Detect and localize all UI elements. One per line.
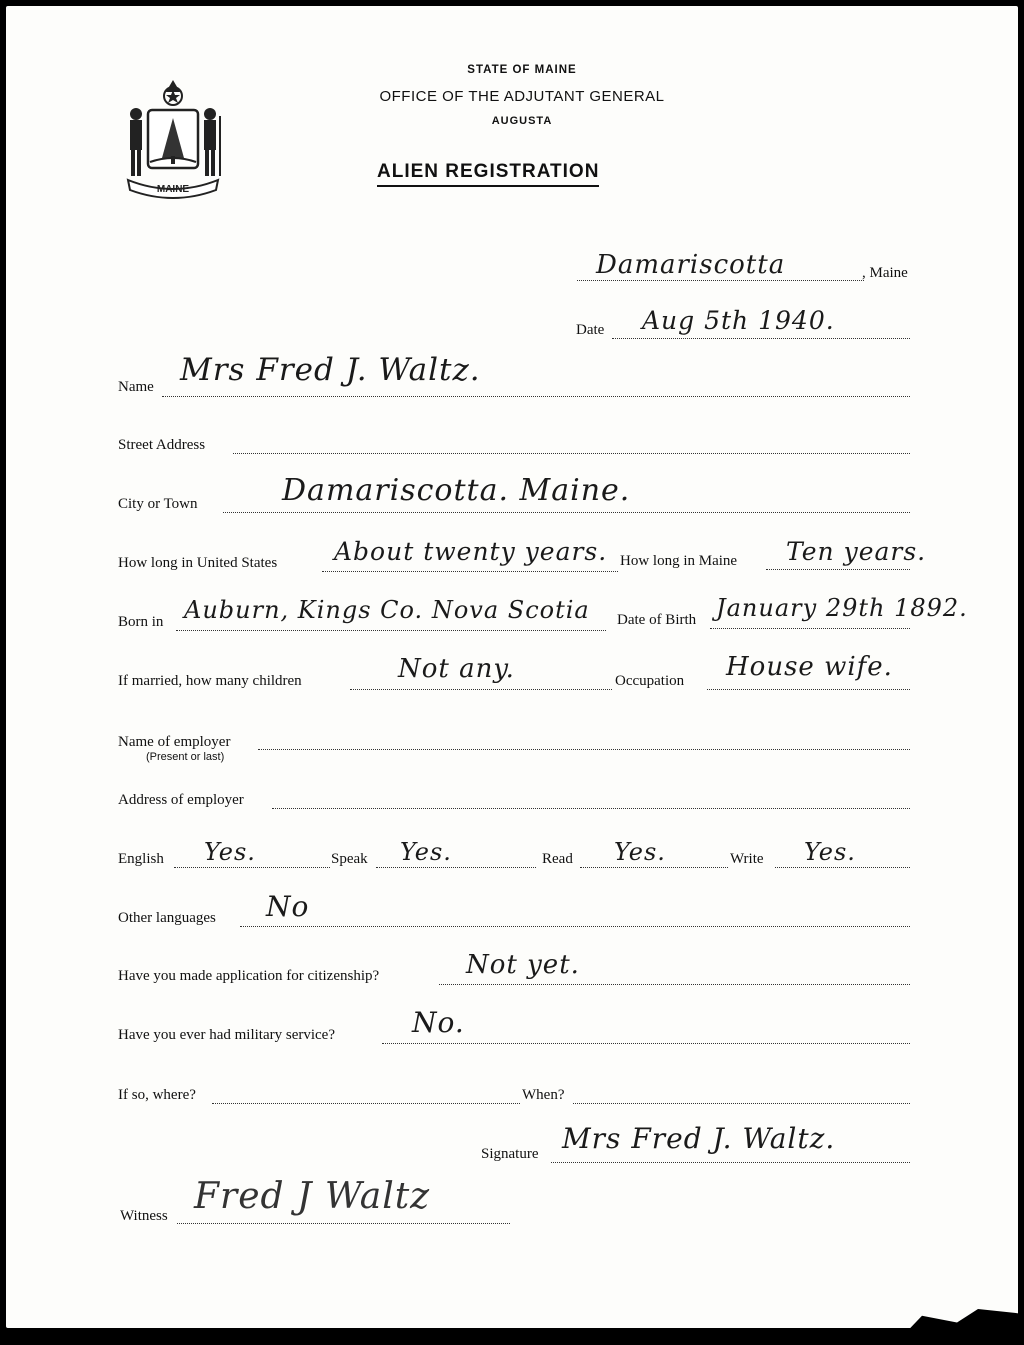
employer-address-label: Address of employer [118, 792, 244, 808]
town-value: Damariscotta [596, 250, 786, 280]
read-label: Read [542, 851, 573, 867]
date-label: Date [576, 322, 605, 338]
signature-line [551, 1162, 910, 1163]
city-line [223, 512, 910, 513]
witness-value: Fred J Waltz [194, 1176, 431, 1217]
how-long-us-label: How long in United States [118, 555, 278, 571]
header-office: OFFICE OF THE ADJUTANT GENERAL [379, 88, 665, 105]
header-city: AUGUSTA [491, 115, 553, 127]
street-label: Street Address [118, 437, 206, 453]
town-line [577, 280, 864, 281]
born-in-line [176, 630, 606, 631]
street-line [233, 453, 910, 454]
military-value: No. [412, 1006, 465, 1039]
born-in-label: Born in [118, 614, 164, 630]
citizenship-line [439, 984, 910, 985]
city-value: Damariscotta. Maine. [282, 473, 631, 508]
citizenship-label: Have you made application for citizenship? [118, 968, 380, 984]
how-long-us-line [322, 571, 618, 572]
maine-label: , Maine [862, 265, 908, 281]
employer-line [258, 749, 910, 750]
how-long-maine-value: Ten years. [786, 537, 927, 566]
read-value: Yes. [614, 838, 666, 866]
name-line [162, 396, 910, 397]
date-value: Aug 5th 1940. [642, 306, 835, 335]
write-line [775, 867, 910, 868]
children-line [350, 689, 612, 690]
english-line [174, 867, 330, 868]
children-value: Not any. [398, 654, 515, 684]
children-label: If married, how many children [118, 673, 302, 689]
occupation-value: House wife. [726, 652, 893, 682]
occupation-label: Occupation [615, 673, 685, 689]
date-line [612, 338, 910, 339]
witness-line [177, 1223, 510, 1224]
how-long-maine-label: How long in Maine [620, 553, 738, 569]
employer-sublabel: (Present or last) [146, 751, 225, 763]
military-line [382, 1043, 910, 1044]
signature-label: Signature [481, 1146, 539, 1162]
occupation-line [707, 689, 910, 690]
how-long-maine-line [766, 569, 910, 570]
other-languages-value: No [266, 890, 310, 923]
seal-banner-text: MAINE [156, 184, 190, 195]
employer-label: Name of employer [118, 734, 231, 750]
other-languages-label: Other languages [118, 910, 216, 926]
city-label: City or Town [118, 496, 198, 512]
speak-label: Speak [331, 851, 368, 867]
form-title: ALIEN REGISTRATION [377, 161, 599, 187]
date-of-birth-line [710, 628, 910, 629]
how-long-us-value: About twenty years. [334, 537, 608, 566]
if-so-where-label: If so, where? [118, 1087, 196, 1103]
when-label: When? [522, 1087, 565, 1103]
employer-address-line [272, 808, 910, 809]
name-value: Mrs Fred J. Waltz. [180, 352, 481, 388]
write-value: Yes. [804, 838, 856, 866]
signature-value: Mrs Fred J. Waltz. [562, 1122, 836, 1155]
military-label: Have you ever had military service? [118, 1027, 335, 1043]
speak-line [376, 867, 536, 868]
read-line [580, 867, 728, 868]
english-value: Yes. [204, 838, 256, 866]
date-of-birth-value: January 29th 1892. [716, 594, 968, 622]
other-languages-line [240, 926, 910, 927]
speak-value: Yes. [400, 838, 452, 866]
date-of-birth-label: Date of Birth [617, 612, 697, 628]
born-in-value: Auburn, Kings Co. Nova Scotia [184, 596, 590, 624]
citizenship-value: Not yet. [466, 950, 580, 980]
english-label: English [118, 851, 164, 867]
header-state: STATE OF MAINE [467, 64, 577, 76]
witness-label: Witness [120, 1208, 168, 1224]
if-so-where-line [212, 1103, 520, 1104]
name-label: Name [118, 379, 154, 395]
write-label: Write [730, 851, 764, 867]
when-line [573, 1103, 910, 1104]
